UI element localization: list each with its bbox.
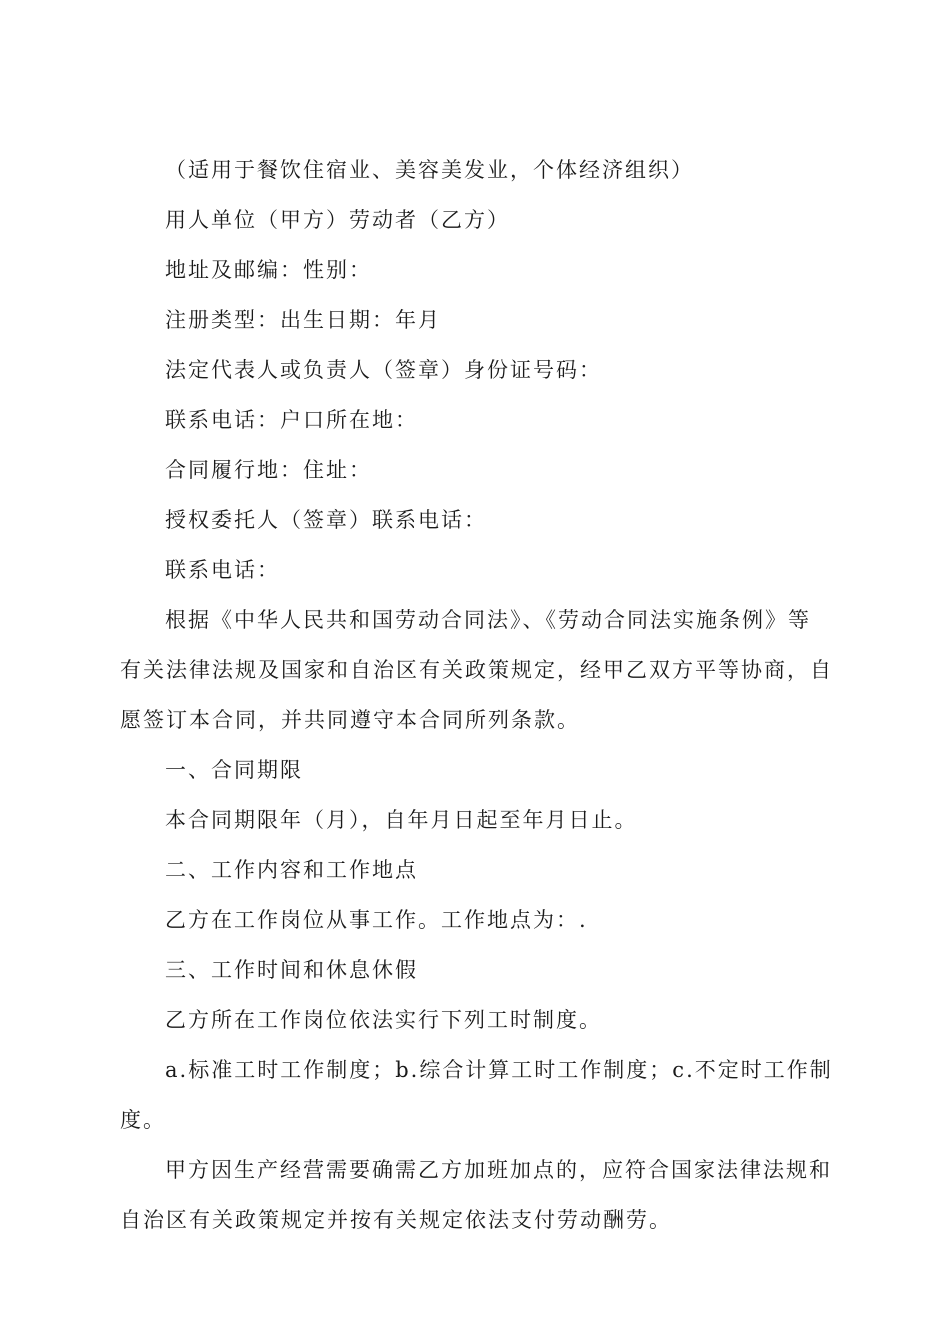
authorized-agent-line: 授权委托人（签章）联系电话：: [165, 508, 487, 532]
overtime-line-1: 甲方因生产经营需要确需乙方加班加点的，应符合国家法律法规和: [165, 1158, 832, 1182]
applicability-note: （适用于餐饮住宿业、美容美发业，个体经济组织）: [165, 158, 694, 182]
preamble-line-3: 愿签订本合同，并共同遵守本合同所列条款。: [120, 708, 580, 732]
preamble-line-2: 有关法律法规及国家和自治区有关政策规定，经甲乙双方平等协商，自: [120, 658, 833, 682]
section-heading-term: 一、合同期限: [165, 758, 303, 782]
preamble-line-1: 根据《中华人民共和国劳动合同法》、《劳动合同法实施条例》等: [165, 608, 811, 632]
phone-hukou-line: 联系电话：户口所在地：: [165, 408, 418, 432]
overtime-line-2: 自治区有关政策规定并按有关规定依法支付劳动酬劳。: [120, 1208, 672, 1232]
hours-options-line-1: a.标准工时工作制度；b.综合计算工时工作制度；c.不定时工作制: [165, 1058, 833, 1082]
hours-text: 乙方所在工作岗位依法实行下列工时制度。: [165, 1008, 602, 1032]
work-text: 乙方在工作岗位从事工作。工作地点为：.: [165, 908, 588, 932]
registration-line: 注册类型：出生日期：年月: [165, 308, 441, 332]
section-heading-work: 二、工作内容和工作地点: [165, 858, 418, 882]
contract-place-line: 合同履行地：住址：: [165, 458, 372, 482]
parties-line: 用人单位（甲方）劳动者（乙方）: [165, 208, 510, 232]
contact-phone-line: 联系电话：: [165, 558, 280, 582]
section-heading-hours: 三、工作时间和休息休假: [165, 958, 418, 982]
legal-rep-line: 法定代表人或负责人（签章）身份证号码：: [165, 358, 602, 382]
address-line: 地址及邮编：性别：: [165, 258, 372, 282]
hours-options-line-2: 度。: [120, 1108, 166, 1132]
term-text: 本合同期限年（月），自年月日起至年月日止。: [165, 808, 638, 832]
